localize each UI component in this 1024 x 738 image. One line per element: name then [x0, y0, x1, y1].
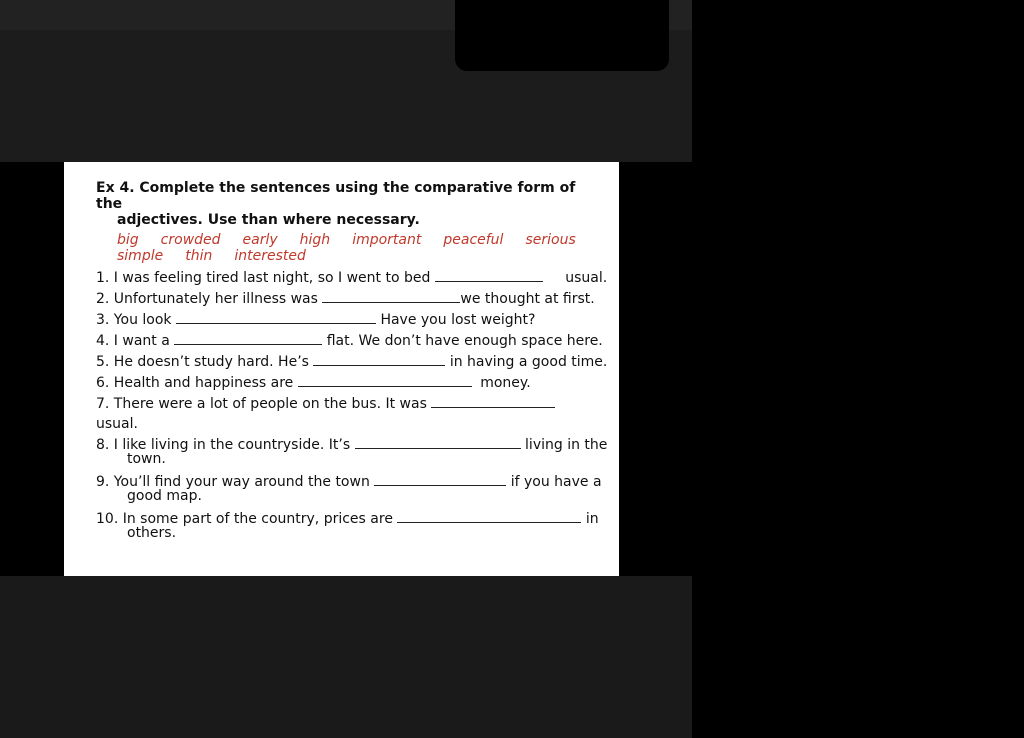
answer-blank: [298, 372, 472, 387]
word-peaceful: peaceful: [443, 232, 504, 248]
top-card-shape: [455, 0, 669, 71]
sentence-8-continuation: town.: [127, 451, 166, 467]
word-early: early: [242, 232, 278, 248]
sentence-text: money.: [480, 375, 531, 391]
worksheet-image: [64, 162, 619, 576]
sentence-7-continuation: usual.: [96, 416, 138, 432]
word-bank-row-2: [96, 248, 596, 264]
exercise-title: [96, 180, 596, 228]
sentence-text: in: [585, 511, 599, 527]
word-crowded: crowded: [160, 232, 221, 248]
answer-blank: [431, 393, 555, 408]
answer-blank: [397, 508, 581, 523]
sentence-2: [96, 288, 596, 309]
word-simple: simple: [117, 248, 164, 264]
word-interested: interested: [234, 248, 306, 264]
sentence-text: 5. He doesn’t study hard. He’s: [96, 354, 309, 370]
answer-blank: [174, 330, 322, 345]
sentence-text: 8. I like living in the countryside. It’s: [96, 437, 351, 453]
answer-blank: [176, 309, 376, 324]
sentence-text: usual.: [565, 270, 608, 286]
word-important: important: [352, 232, 422, 248]
sentence-text: 9. You’ll find your way around the town: [96, 474, 370, 490]
word-thin: thin: [185, 248, 213, 264]
sentence-1: [96, 267, 608, 288]
sentence-text: if you have a: [510, 474, 602, 490]
worksheet-content: [96, 180, 608, 545]
sentence-text: 4. I want a: [96, 333, 170, 349]
answer-blank: [355, 434, 521, 449]
word-high: high: [299, 232, 331, 248]
sentence-9: [96, 471, 602, 492]
sentence-5: [96, 351, 608, 372]
word-bank-row-1: [96, 232, 596, 248]
word-serious: serious: [525, 232, 576, 248]
sentence-10: [96, 508, 599, 529]
sentence-9-continuation: good map.: [127, 488, 202, 504]
sentence-text: flat. We don’t have enough space here.: [326, 333, 603, 349]
word-big: big: [117, 232, 139, 248]
sentence-text: 3. You look: [96, 312, 172, 328]
sentence-text: in having a good time.: [449, 354, 608, 370]
sentence-text: 1. I was feeling tired last night, so I went to bed: [96, 270, 431, 286]
title-line-2: adjectives. Use than where necessary.: [117, 212, 420, 228]
sentence-text: Have you lost weight?: [380, 312, 536, 328]
sentence-text: 2. Unfortunately her illness was: [96, 291, 318, 307]
sentence-list: [96, 267, 608, 541]
sentence-3: [96, 309, 596, 330]
answer-blank: [322, 288, 460, 303]
sentence-10-continuation: others.: [127, 525, 177, 541]
answer-blank: [313, 351, 445, 366]
title-line-1: Ex 4. Complete the sentences using the comparative form of the: [96, 180, 576, 212]
word-bank: [96, 232, 596, 264]
answer-blank: [435, 267, 543, 282]
sentence-4: [96, 330, 603, 351]
sentence-text: 7. There were a lot of people on the bus. It was: [96, 396, 427, 412]
sentence-7: [96, 393, 596, 414]
answer-blank: [374, 471, 506, 486]
sentence-6: [96, 372, 596, 393]
sentence-text: 6. Health and happiness are: [96, 375, 294, 391]
background-right: [692, 0, 1024, 738]
sentence-text: 10. In some part of the country, prices are: [96, 511, 393, 527]
sentence-text: we thought at first.: [460, 291, 595, 307]
sentence-8: [96, 434, 608, 455]
sentence-text: living in the: [525, 437, 608, 453]
